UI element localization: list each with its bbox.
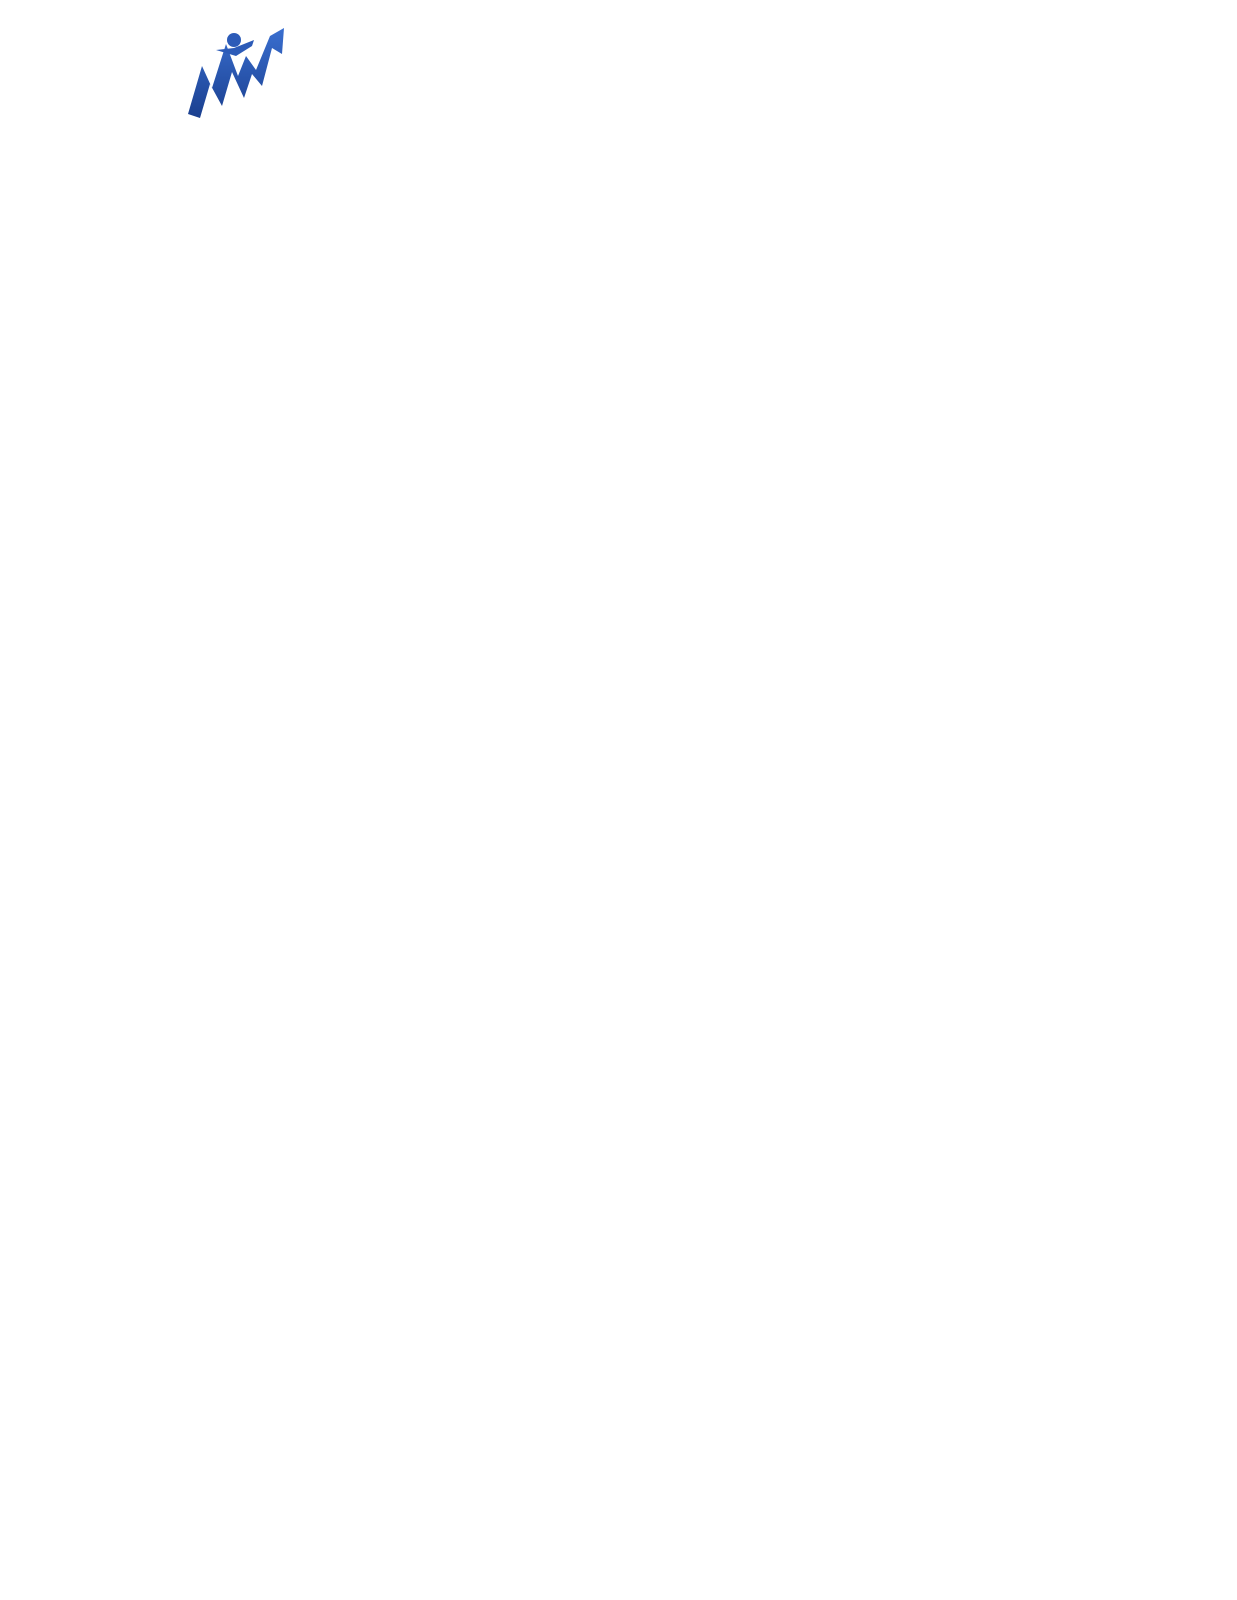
- logo-mark-icon: [186, 26, 396, 121]
- newsprofiteer-logo: [186, 26, 396, 121]
